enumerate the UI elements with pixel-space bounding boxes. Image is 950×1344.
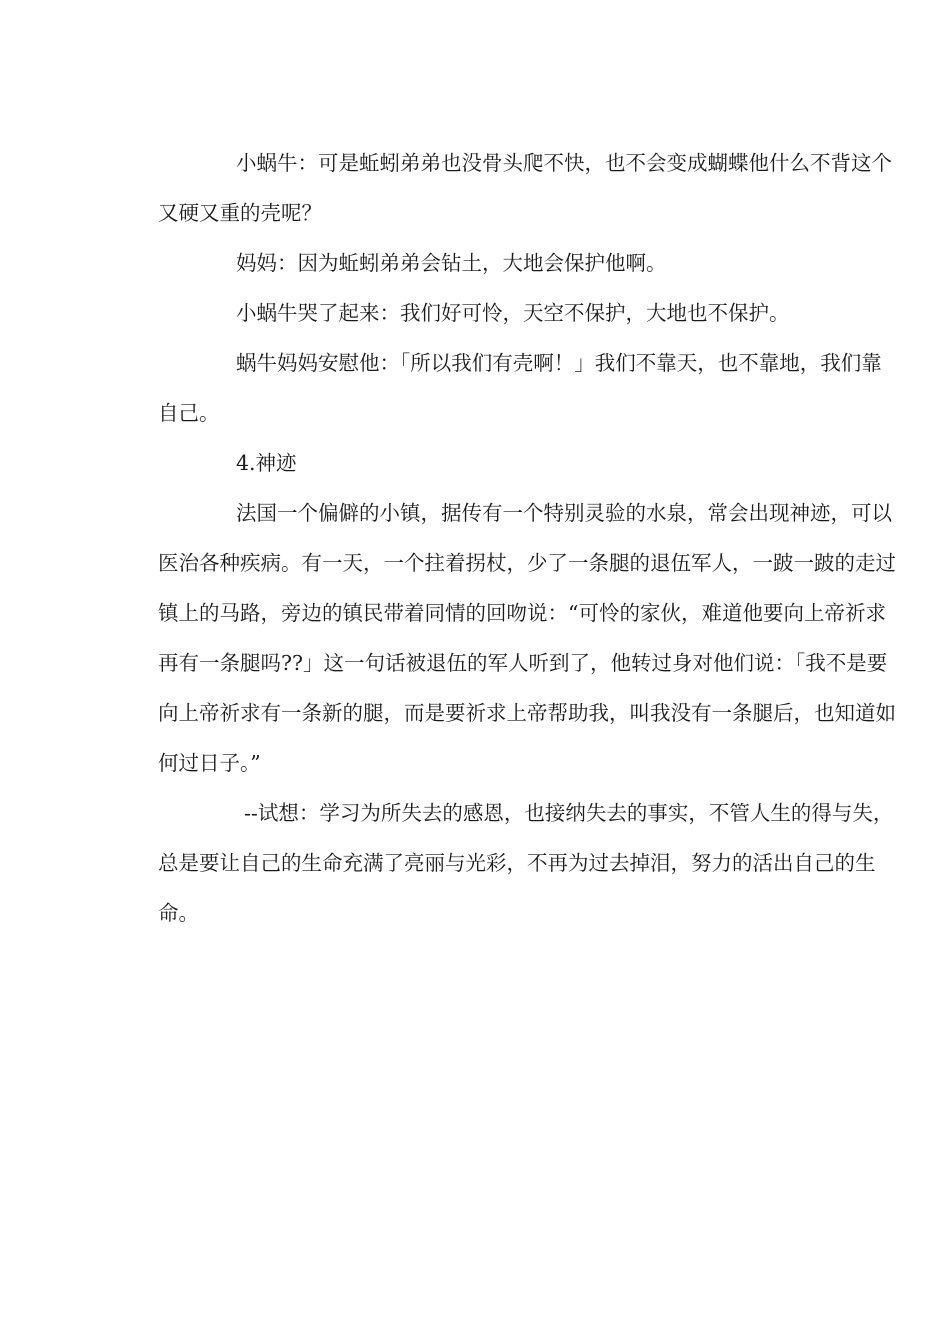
text-line: 又硬又重的壳呢？ (158, 201, 322, 225)
text-line: 医治各种疾病。有一天，一个拄着拐杖，少了一条腿的退伍军人，一跛一跛的走过 (158, 551, 896, 575)
text-line: 蜗牛妈妈安慰他：「所以我们有壳啊！」我们不靠天，也不靠地，我们靠 (236, 351, 882, 375)
text-line: 镇上的马路，旁边的镇民带着同情的回吻说：“可怜的家伙，难道他要向上帝祈求 (158, 601, 886, 625)
text-line: 自己。 (158, 401, 220, 425)
text-line: 法国一个偏僻的小镇，据传有一个特别灵验的水泉，常会出现神迹，可以 (236, 501, 892, 525)
text-line: 再有一条腿吗??」这一句话被退伍的军人听到了，他转过身对他们说：「我不是要 (158, 651, 888, 675)
text-line: 何过日子。” (158, 751, 261, 775)
text-line: 小蜗牛：可是蚯蚓弟弟也没骨头爬不快，也不会变成蝴蝶他什么不背这个 (236, 151, 892, 175)
text-line: 妈妈：因为蚯蚓弟弟会钻土，大地会保护他啊。 (236, 251, 667, 275)
text-line: 向上帝祈求有一条新的腿，而是要祈求上帝帮助我，叫我没有一条腿后，也知道如 (158, 701, 896, 725)
text-line: 命。 (158, 901, 199, 925)
reflection-line: --试想：学习为所失去的感恩，也接纳失去的事实，不管人生的得与失， (244, 801, 894, 825)
section-heading: 4.神迹 (236, 451, 297, 475)
text-line: 小蜗牛哭了起来：我们好可怜，天空不保护，大地也不保护。 (236, 301, 790, 325)
text-line: 总是要让自己的生命充满了亮丽与光彩，不再为过去掉泪，努力的活出自己的生 (158, 851, 876, 875)
